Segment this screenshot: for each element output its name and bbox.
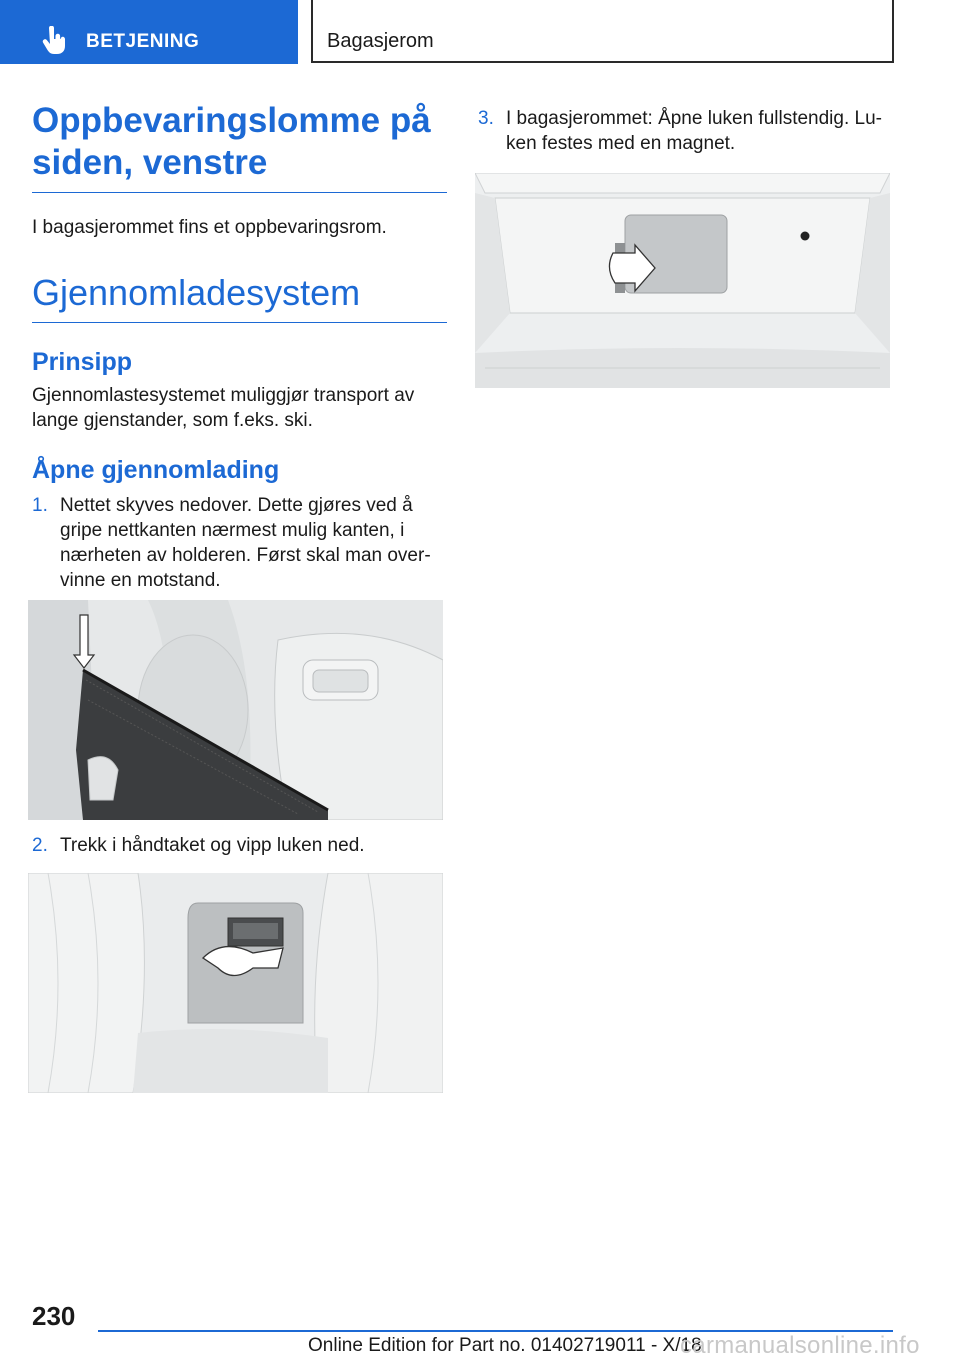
step-text: I bagasjerommet: Åpne luken fullstendig. Luken festes med en magnet. <box>506 108 882 154</box>
edition-text: Online Edition for Part no. 01402719011 - X/18 <box>308 1335 702 1356</box>
page-number: 230 <box>32 1301 76 1331</box>
figure-hatch-drawing <box>28 873 443 1093</box>
hand-pointer-icon <box>38 26 68 56</box>
step-number: 2. <box>32 835 48 856</box>
list-item <box>478 106 890 156</box>
figure-hatch-open-drawing <box>475 173 890 388</box>
figure-net <box>28 600 443 820</box>
step-text: Nettet skyves nedover. Dette gjøres ved å gripe nettkanten nærmest mulig kanten, i nærheten av holderen. Først skal man overvinne en motstand. <box>60 495 431 591</box>
category-label: BETJENING <box>86 31 200 52</box>
category-tab[interactable] <box>0 0 298 64</box>
left-column <box>32 100 447 593</box>
heading-storage-pocket: Oppbevaringslomme på siden, venstre <box>32 100 447 193</box>
intro-text: I bagasjerommet fins et oppbevaringsrom. <box>32 217 387 238</box>
figure-hatch-open <box>475 173 890 388</box>
figure-net-drawing <box>28 600 443 820</box>
step-number: 3. <box>478 108 494 129</box>
heading-principle: Prinsipp <box>32 348 133 376</box>
list-item <box>32 493 447 593</box>
heading-open-loadthrough: Åpne gjennomlading <box>32 456 280 484</box>
watermark: carmanualsonline.info <box>680 1332 920 1359</box>
step-text: Trekk i håndtaket og vipp luken ned. <box>60 835 365 856</box>
list-item <box>32 833 447 858</box>
figure-hatch-handle <box>28 873 443 1093</box>
section-header <box>311 0 894 63</box>
step-number: 1. <box>32 495 48 516</box>
principle-text: Gjennomlastesystemet muliggjør transport av lange gjenstander, som f.eks. ski. <box>32 385 415 431</box>
right-column <box>478 100 890 156</box>
heading-loadthrough: Gjennomladesystem <box>32 272 447 323</box>
section-label: Bagasjerom <box>327 30 434 52</box>
